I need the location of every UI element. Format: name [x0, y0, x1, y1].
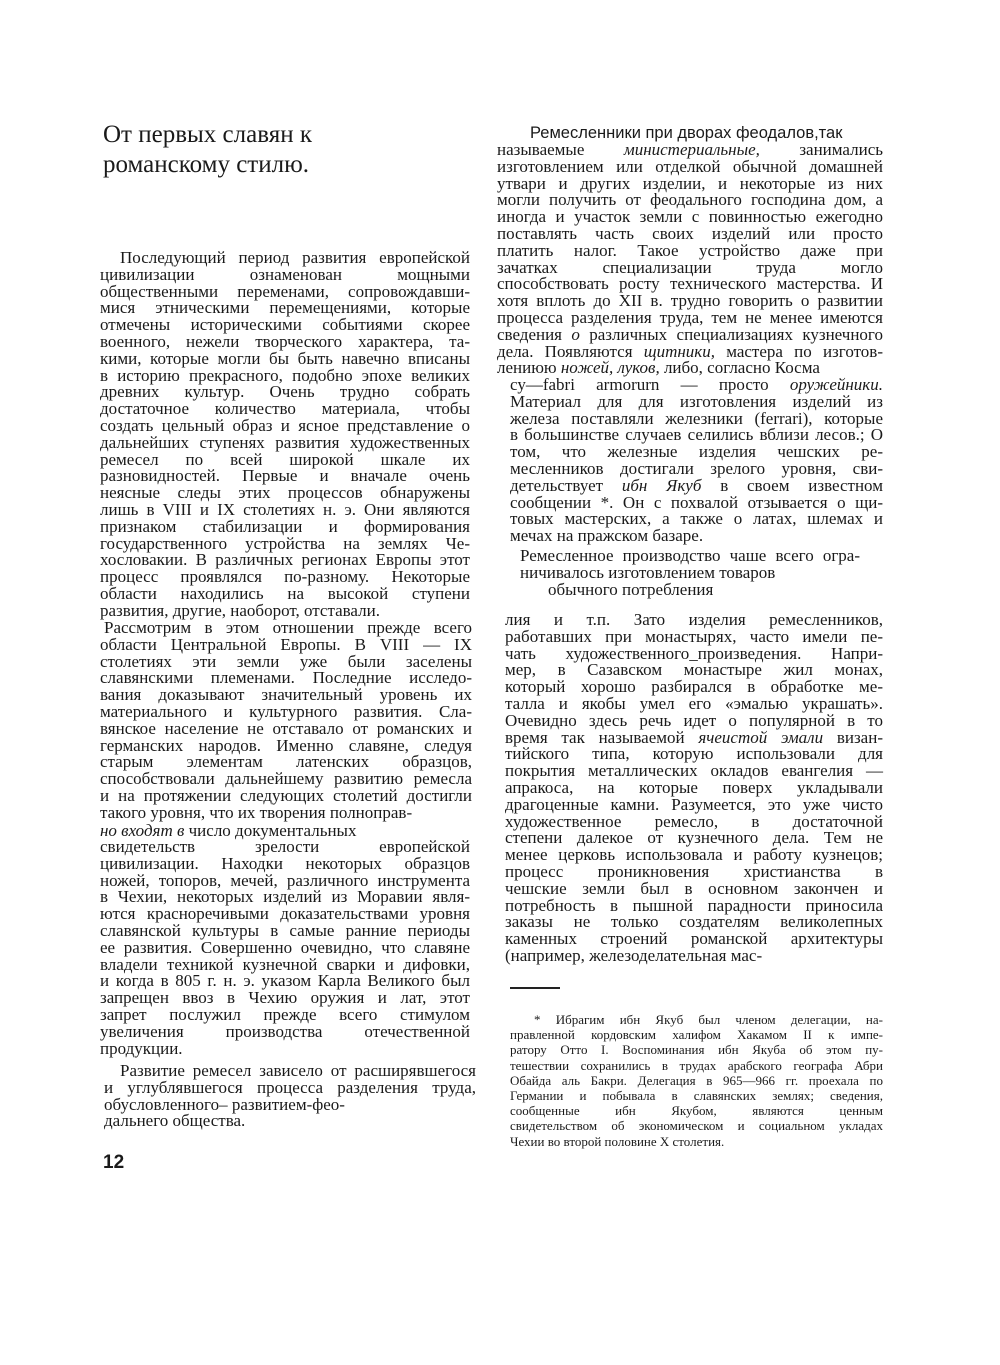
text-line: и когда в 805 г. н. э. указом Карла Великого был [100, 971, 470, 991]
text-line: общественными переменами, сопровождавши- [100, 281, 470, 301]
paragraph-ministerials [497, 142, 883, 377]
text-line: изготовлением или отделкой обычной домашней [497, 156, 883, 176]
text-line: который хорошо разбирался в обработке ме- [505, 677, 883, 697]
text-line: военного, нежели творческого характера, та- [100, 331, 470, 351]
text-line: правленной кордовским халифом Хакамом II к импе- [510, 1027, 883, 1043]
text-line: поставлять часть своих изделий или просто [497, 223, 883, 243]
text-line: сообщении *. Он с похвалой отзывается о щи- [510, 492, 883, 512]
text-line: степени далекое от кузнечного дела. Тем не [505, 828, 883, 848]
text-line: товых мастерских, а также о латах, шлемах и [510, 509, 883, 529]
text-line: продукции. [100, 1038, 183, 1058]
text-segment: су—fabri armorurn — просто [510, 375, 790, 394]
text-line: германских народов. Именно славяне, следуя [100, 735, 472, 755]
text-line: области находились на высокой ступени [100, 583, 470, 603]
text-line: художественное ремесло, в достаточной [505, 811, 883, 831]
text-line: работавших при монастырях, часто имели пе- [505, 626, 883, 646]
text-line: развития, другие, наоборот, отставали. [100, 600, 380, 620]
text-line: ее развития. Совершенно очевидно, что славяне [100, 937, 470, 957]
text-line: тийского типа, которую использовали для [505, 744, 883, 764]
chapter-title-line: романскому стилю. [103, 151, 310, 178]
text-line: том, что железные изделия чешских ре- [510, 442, 883, 462]
text-line: процесс проявлялся по-разному. Некоторые [100, 567, 470, 587]
text-line: отмечены историческими событиями скорее [100, 315, 470, 335]
text-line: потребность в пышной парадности приносила [505, 895, 883, 915]
text-line: Последующий период развития европейской [120, 248, 470, 267]
text-line: тешествии сохранились в трудах арабского географа Абри [510, 1057, 883, 1073]
text-segment: различных специализациях кузнечного [579, 324, 883, 344]
chapter-title [103, 120, 312, 180]
text-line: сообщенные ибн Якубом, являются ценным [510, 1103, 883, 1119]
text-line: в историю прекрасного, подобно эпохе великих [100, 365, 470, 385]
footnote [510, 1012, 883, 1149]
text-line: драгоценные камни. Разумеется, это уже чисто [505, 794, 883, 814]
paragraph-material [510, 377, 883, 545]
page-number: 12 [103, 1152, 125, 1173]
text-line: вянское население не отставало от романских и [100, 718, 472, 738]
text-line: мися этническими перемещениями, которые [100, 298, 470, 318]
text-line: иногда и участок земли с повинностью ежегодно [497, 207, 883, 227]
text-line: цивилизации ознаменован мощными [100, 264, 470, 284]
italic-text: оружейники. [789, 375, 883, 394]
text-line: лишь в VIII и IX столетиях н. э. Они являются [100, 499, 470, 519]
paragraph-intro [100, 250, 470, 620]
text-line: Материал для для изготовления изделий из [510, 391, 883, 411]
text-line: лия и т.п. Зато изделия ремесленников, [505, 610, 883, 629]
text-line: покрытия металлических окладов евангелия — [505, 761, 883, 781]
text-line: ремесел по всей широкой шкале их [100, 449, 470, 469]
text-line: мер, в Сазавском монастыре жил монах, [505, 660, 883, 680]
text-line: Чехии во второй половине X столетия. [510, 1133, 725, 1149]
text-segment: в своем известном [701, 475, 883, 495]
text-segment: мастера по изготов- [715, 341, 883, 361]
text-line: в Чехии, некоторых изделий из Моравии явля- [100, 887, 470, 907]
text-line: запрет послужил прежде всего стимулом [100, 1004, 470, 1024]
text-line: Германии и побывала в славянских землях; сведения, [510, 1087, 883, 1103]
text-line: Обайда аль Бакри. Делегация в 965—966 гг. проехала по [510, 1072, 883, 1088]
text-line: процесс проникновения христианства в [505, 861, 883, 881]
text-line: и углублявшегося процесса разделения труда, [104, 1077, 476, 1097]
footnote-divider [510, 987, 560, 989]
text-line: каменных строений романской архитектуры [505, 929, 883, 949]
text-line: ничивалось изготовлением товаров [520, 562, 776, 582]
text-line: заказы не только создателям великолепных [505, 912, 883, 932]
text-line: кими, которые могли бы быть навечно вписаны [100, 348, 470, 368]
paragraph-central-europe [100, 620, 472, 822]
text-line: вания доказывают значительный уровень их [100, 685, 472, 705]
text-line: процесса разделения труда, тем не менее имеются [497, 307, 883, 327]
text-line: мечах на пражском базаре. [510, 526, 704, 546]
text-line: зачатках специализации труда могло [497, 257, 883, 277]
italic-text: министериальные, [623, 140, 760, 159]
text-segment: число документальных [184, 821, 357, 840]
text-line: могли получить от феодального господина дом, а [497, 190, 883, 210]
text-line: Рассмотрим в этом отношении прежде всего [104, 618, 472, 637]
text-line: славянскими племенами. Последние исследо- [100, 668, 472, 688]
text-line: утвари и других изделии, и некоторые из них [497, 173, 883, 193]
text-line: государственного устройства на землях Че- [100, 533, 470, 553]
text-line: дальнего общества. [104, 1111, 246, 1131]
italic-text: ибн Якуб [621, 475, 702, 495]
italic-text: ячеистой эмали [698, 727, 824, 747]
text-line: железа поставляли железники (ferrari), которые [510, 408, 883, 428]
text-line: области Центральной Европы. В VIII — IX [100, 634, 472, 654]
paragraph-monasteries [505, 612, 883, 965]
text-line: признаком стабилизации и формирования [100, 516, 470, 536]
text-line: * Ибрагим ибн Якуб был членом делегации, на- [534, 1012, 883, 1027]
text-line: столетиях эти земли уже были заселены [100, 651, 472, 671]
text-line: талла и якобы умел его «эмалью украшать». [505, 693, 883, 713]
text-segment: лениюю [497, 358, 561, 378]
paragraph-crafts-development [104, 1063, 476, 1130]
text-line: (например, железоделательная мас- [505, 945, 763, 965]
italic-text: но входят в [100, 821, 185, 840]
text-segment: либо, согласно Косма [659, 358, 820, 378]
text-line: увеличения производства отечественной [100, 1021, 470, 1041]
text-line: дальнейших ступенях развития художественных [100, 432, 470, 452]
text-line: апракоса, на которые поверх укладывали [505, 777, 883, 797]
text-line: чешские земли был в основном закончен и [505, 878, 883, 898]
text-line: способствовать росту технического мастерства. И [497, 274, 883, 294]
text-line: неясные следы этих процессов обнаружены [100, 483, 470, 503]
text-line: достаточное количество материала, чтобы [100, 399, 470, 419]
text-line: материального и культурного развития. Сла- [100, 701, 472, 721]
text-segment: время так называемой [505, 727, 699, 747]
text-segment: называемые [497, 140, 624, 159]
text-line: платить налог. Такое устройство даже при [497, 240, 883, 260]
text-line: владели техникой кузнечной сварки и дифовки, [100, 954, 470, 974]
text-line: свидетельств зрелости европейской [100, 837, 470, 856]
text-line: в большинстве случаев селились вблизи лесов.; О [510, 425, 883, 445]
paragraph-production [520, 548, 860, 598]
italic-text: щитники, [643, 341, 715, 361]
text-line: свидетельством об экономическом и социальном укладах [510, 1118, 883, 1134]
text-segment: визан- [823, 727, 883, 747]
text-line: запрещен ввоз в Чехию оружия и лат, этот [100, 988, 470, 1008]
text-line: славянской культуры в самые ранние периоды [100, 920, 470, 940]
text-line: цивилизации. Находки некоторых образцов [100, 853, 470, 873]
italic-text: о [571, 324, 580, 344]
text-line: древних культур. Очень трудно собрать [100, 382, 470, 402]
section-lead-line: Ремесленники при дворах феодалов,так [530, 124, 843, 142]
chapter-title-line: От первых славян к [103, 121, 312, 148]
text-line: ются красноречивыми доказательствами уровня [100, 904, 470, 924]
text-line: такого уровня, что их творения полноправ- [100, 802, 413, 822]
text-line: и на протяжении следующих столетий достигли [100, 785, 472, 805]
text-line: месленников достигали зрелого уровня, сви- [510, 458, 883, 478]
text-line: хословакии. В различных регионах Европы этот [100, 550, 470, 570]
text-segment: занимались [759, 140, 883, 159]
text-line: менее церковь использовала и работу кузнецов; [505, 845, 883, 865]
text-line: чать художественного_произведения. Напри- [505, 643, 883, 663]
text-line: старым элементам латенских образцов, [100, 752, 472, 772]
text-segment: сведения [497, 324, 572, 344]
text-segment: детельствует [510, 475, 622, 495]
paragraph-findings [100, 839, 470, 1057]
text-line: ножей, топоров, мечей, различного инструмента [100, 870, 470, 890]
text-segment: дела. Появляются [497, 341, 644, 361]
text-line: разновидностей. Первые и вначале очень [100, 466, 470, 486]
text-line: создать цельный образ и ясное представление о [100, 415, 470, 435]
text-line: ратору Отто I. Воспоминания ибн Якуба об этом пу- [510, 1042, 883, 1058]
text-line: хотя вплоть до XII в. трудно говорить о развитии [497, 291, 883, 311]
italic-text: ножей, луков, [560, 358, 660, 378]
text-line: способствовали дальнейшему развитию ремесла [100, 769, 472, 789]
text-line: Ремесленное производство чаше всего огра- [520, 546, 860, 565]
text-line: Развитие ремесел зависело от расширявшегося [120, 1061, 476, 1080]
text-line: Очевидно здесь речь идет о популярной в то [505, 710, 883, 730]
text-line: обусловленного– развитием-фео- [104, 1094, 345, 1114]
text-line: обычного потребления [548, 579, 714, 599]
